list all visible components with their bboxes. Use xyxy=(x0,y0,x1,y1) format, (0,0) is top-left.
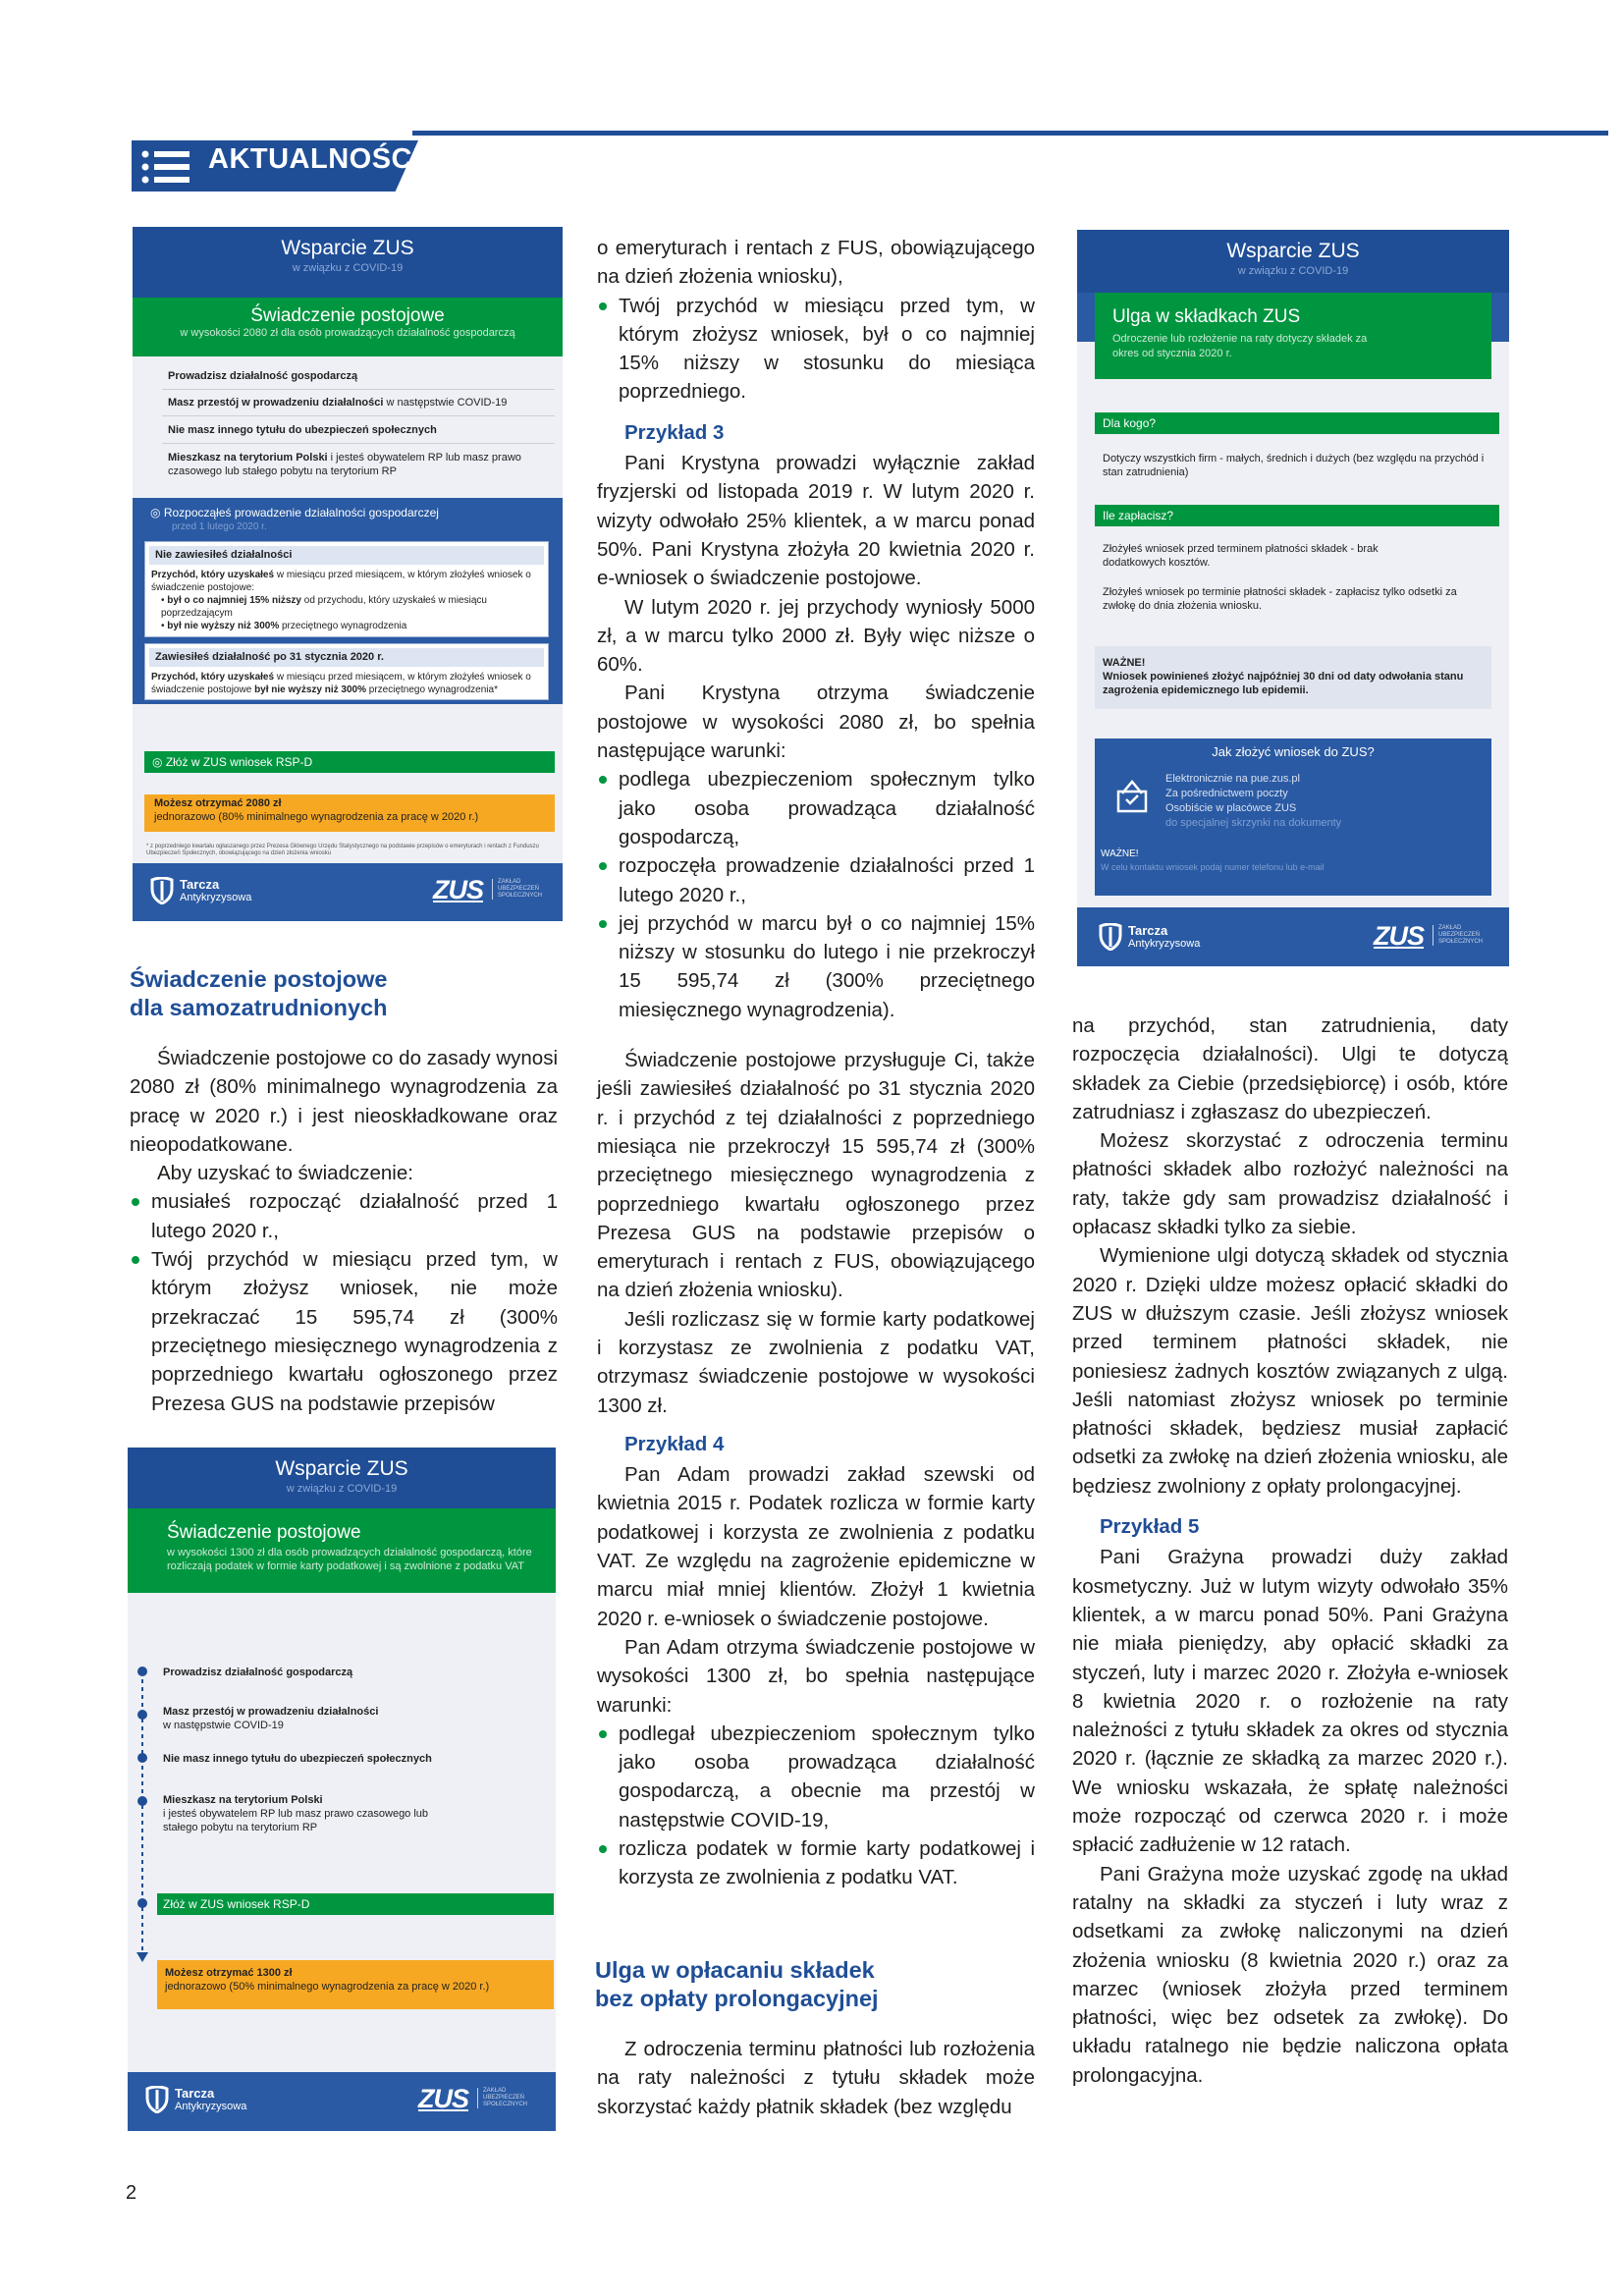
timeline-line xyxy=(128,1448,157,1978)
bullet-item: rozlicza podatek w formie karty podatkowej i korzysta ze zwolnienia z podatku VAT. xyxy=(597,1834,1035,1892)
card-subtitle: w związku z COVID-19 xyxy=(292,262,404,274)
bullet-item: podlegał ubezpieczeniom społecznym tylko jako osoba prowadząca działalność gospodarczą, a obecnie ma przestój w następstwie COVID-19, xyxy=(597,1720,1035,1834)
criterion-4: Mieszkasz na terytorium Polski i jesteś obywatelem RP lub masz prawo czasowego lub stałego pobytu na terytorium RP xyxy=(168,452,521,477)
criterion-2: Masz przestój w prowadzeniu działalności w następstwie COVID-19 xyxy=(168,397,508,409)
column-2-text-bottom xyxy=(597,2035,1035,2121)
criterion-4: Mieszkasz na terytorium Polski i jesteś obywatelem RP lub masz prawo czasowego lub stałego pobytu na terytorium RP xyxy=(163,1794,429,1833)
tarcza-logo: Tarcza Antykryzysowa xyxy=(180,877,252,903)
no-suspension-box xyxy=(144,541,549,637)
receive-amount-bar: Możesz otrzymać 1300 zł jednorazowo (50% minimalnego wynagrodzenia za pracę w 2020 r.) xyxy=(157,1960,554,2009)
box-heading: Zawiesiłeś działalność po 31 stycznia 2020 r. xyxy=(149,648,544,667)
document-form-icon xyxy=(1116,778,1148,813)
page-number: 2 xyxy=(126,2182,137,2204)
zus-logo: ZUS xyxy=(418,2084,468,2113)
band-subtitle: Odroczenie lub rozłożenie na raty dotyczy składek za okres od stycznia 2020 r. xyxy=(1112,333,1368,359)
criterion-1: Prowadzisz działalność gospodarczą xyxy=(163,1667,353,1678)
zus-logo-subtitle: ZAKŁAD UBEZPIECZEŃ SPOŁECZNYCH xyxy=(1433,925,1488,946)
paragraph: Świadczenie postojowe przysługuje Ci, także jeśli zawiesiłeś działalność po 31 stycznia 2020 r. i przychód z tej działalności z poprzedniego miesiąca nie przekroczył 15 595,74 zł (300% przeciętnego miesięcznego wynagrodzenia z poprzedniego kwartału ogłoszonego przez Prezesa GUS na podstawie przepisów o emeryturach i rentach z FUS, obowiązującego na dzień złożenia wniosku). xyxy=(597,1049,1035,1302)
card-footer xyxy=(1077,907,1509,966)
bullet-item: jej przychód w marcu był o co najmniej 15% niższy w stosunku do lutego i nie przekroczył 15 595,74 zł (300% przeciętnego miesięcznego wynagrodzenia). xyxy=(597,909,1035,1024)
divider xyxy=(162,443,555,444)
pay-text-1: Złożyłeś wniosek przed terminem płatności składek - brak dodatkowych kosztów. xyxy=(1103,543,1379,569)
column-1-text xyxy=(130,1044,558,1418)
section-title-postojowe: Świadczenie postojowe dla samozatrudnionych xyxy=(130,966,388,1020)
example-heading: Przykład 4 xyxy=(624,1432,725,1455)
card-title: Wsparcie ZUS xyxy=(281,237,414,259)
important-box: WAŻNE! Wniosek powinieneś złożyć najpóźniej 30 dni od daty odwołania stanu zagrożenia epidemicznego lub epidemii. xyxy=(1095,646,1491,709)
start-condition-sub: przed 1 lutego 2020 r. xyxy=(172,521,267,532)
paragraph: Wymienione ulgi dotyczą składek od stycznia 2020 r. Dzięki uldze możesz opłacić składki do ZUS w dłuższym czasie. Jeśli złożysz wniosek przed terminem płatności składek, nie poniesiesz żadnych kosztów związanych z ulgą. Jeśli natomiast złożysz wniosek po terminie płatności składek, będziesz musiał zapłacić odsetki za zwłokę na dzień złożenia wniosku, ale będziesz zwolniony z opłaty prolongacyjnej. xyxy=(1072,1244,1508,1498)
who-text: Dotyczy wszystkich firm - małych, średnich i dużych (bez względu na przychód i stan zatrudnienia) xyxy=(1103,453,1485,478)
tarcza-logo: Tarcza Antykryzysowa xyxy=(175,2086,247,2112)
bullet-item: podlega ubezpieczeniom społecznym tylko jako osoba prowadząca działalność gospodarczą, xyxy=(597,765,1035,851)
example-heading: Przykład 5 xyxy=(1100,1515,1200,1539)
card-green-band xyxy=(133,298,563,356)
card-header xyxy=(133,227,563,298)
paragraph: Jeśli rozliczasz się w formie karty podatkowej i korzystasz ze zwolnienia z podatku VAT, otrzymasz świadczenie postojowe w wysokości 1300 zł. xyxy=(597,1307,1035,1417)
suspension-box xyxy=(144,643,549,700)
criterion-3: Nie masz innego tytułu do ubezpieczeń społecznych xyxy=(168,424,437,436)
paragraph: Pan Adam prowadzi zakład szewski od kwietnia 2015 r. Podatek rozlicza w formie karty podatkowej i korzysta ze zwolnienia z podatku VAT. Ze względu na zagrożenie epidemiczne w marcu miał mniej klientów. Złożył 1 kwietnia 2020 r. e-wniosek o świadczenie postojowe. xyxy=(597,1463,1035,1630)
paragraph: Aby uzyskać to świadczenie: xyxy=(157,1162,413,1185)
criterion-1: Prowadzisz działalność gospodarczą xyxy=(168,370,358,382)
infographic-card-ulga-skladki xyxy=(1077,230,1509,966)
shield-icon xyxy=(150,877,174,904)
zus-logo: ZUS xyxy=(1374,921,1424,951)
band-subtitle: w wysokości 2080 zł dla osób prowadzących działalność gospodarczą xyxy=(180,327,515,339)
pay-text-2: Złożyłeś wniosek po terminie płatności składek - zapłacisz tylko odsetki za zwłokę do dnia złożenia wniosku. xyxy=(1103,586,1457,612)
start-condition-area xyxy=(133,498,563,704)
card-title: Wsparcie ZUS xyxy=(275,1457,408,1480)
band-title: Ulga w składkach ZUS xyxy=(1112,306,1301,327)
important-2-label: WAŻNE! xyxy=(1101,848,1139,859)
header-rule xyxy=(412,131,1608,136)
section-title-ulga: Ulga w opłacaniu składek bez opłaty prolongacyjnej xyxy=(595,1957,879,2011)
box-text: Przychód, który uzyskałeś w miesiącu przed miesiącem, w którym złożyłeś wniosek o świadczenie postojowe: xyxy=(151,570,531,593)
bullet-item: Twój przychód w miesiącu przed tym, w którym złożysz wniosek, nie może przekraczać 15 595,74 zł (300% przeciętnego miesięcznego wynagrodzenia z poprzedniego kwartału ogłoszonego przez Prezesa GUS na podstawie przepisów xyxy=(130,1245,558,1418)
criterion-2: Masz przestój w prowadzeniu działalności w następstwie COVID-19 xyxy=(163,1706,379,1731)
shield-icon xyxy=(1099,923,1122,951)
paragraph: Pani Krystyna otrzyma świadczenie postojowe w wysokości 2080 zł, bo spełnia następujące warunki: xyxy=(597,682,1035,763)
box-text: Przychód, który uzyskałeś w miesiącu przed miesiącem, w którym złożyłeś wniosek o świadczenie postojowe był nie wyższy niż 300% przeciętnego wynagrodzenia* xyxy=(151,672,531,695)
card-footnote: * z poprzedniego kwartału ogłaszanego przez Prezesa Głównego Urzędu Statystycznego na podstawie przepisów o emeryturach i rentach z Funduszu Ubezpieczeń Społecznych, obowiązującego na dzień złożenia wniosku xyxy=(146,844,539,856)
receive-amount-bar: Możesz otrzymać 2080 zł jednorazowo (80% minimalnego wynagrodzenia za pracę w 2020 r.) xyxy=(144,794,555,832)
card-header xyxy=(1077,230,1509,293)
divider xyxy=(162,415,555,416)
submit-rsp-d-bar: ◎ Złóż w ZUS wniosek RSP-D xyxy=(144,751,555,773)
divider xyxy=(162,389,555,390)
how-options: Elektronicznie na pue.zus.pl Za pośrednictwem poczty Osobiście w placówce ZUS do specjalnej skrzynki na dokumenty xyxy=(1165,773,1342,829)
paragraph: W lutym 2020 r. jej przychody wyniosły 5000 zł, a w marcu tylko 2000 zł. Były więc niższe o 60%. xyxy=(597,595,1035,677)
card-footer xyxy=(133,863,563,921)
zus-logo-subtitle: ZAKŁAD UBEZPIECZEŃ SPOŁECZNYCH xyxy=(477,2088,532,2108)
start-condition-label: ◎ Rozpocząłeś prowadzenie działalności gospodarczej xyxy=(150,506,439,519)
zus-logo: ZUS xyxy=(433,875,483,904)
column-2-text xyxy=(597,234,1035,1892)
paragraph: Pani Krystyna prowadzi wyłącznie zakład fryzjerski od listopada 2019 r. W lutym 2020 r. wizyty odwołało 25% klientek, a w marcu ponad 50%. Pani Krystyna złożyła 20 kwietnia 2020 r. e-wniosek o świadczenie postojowe. xyxy=(597,452,1035,590)
box-bullet: • był nie wyższy niż 300% przeciętnego wynagrodzenia xyxy=(161,621,407,631)
bullet-item: rozpoczęła prowadzenie działalności przed 1 lutego 2020 r., xyxy=(597,851,1035,909)
column-3-text xyxy=(1072,1011,1508,2090)
card-header xyxy=(128,1448,556,1508)
paragraph: Z odroczenia terminu płatności lub rozłożenia na raty należności z tytułu składek może skorzystać każdy płatnik składek (bez względu xyxy=(597,2038,1035,2118)
band-title: Świadczenie postojowe xyxy=(250,305,445,326)
paragraph: o emeryturach i rentach z FUS, obowiązującego na dzień złożenia wniosku), xyxy=(597,237,1035,289)
how-heading: Jak złożyć wniosek do ZUS? xyxy=(1212,744,1375,759)
card-green-band xyxy=(1095,293,1491,379)
card-subtitle: w związku z COVID-19 xyxy=(1237,265,1349,277)
infographic-card-postojowe-1300 xyxy=(128,1448,556,2131)
shield-icon xyxy=(145,2086,169,2113)
box-heading: Nie zawiesiłeś działalności xyxy=(149,546,544,565)
criterion-3: Nie masz innego tytułu do ubezpieczeń społecznych xyxy=(163,1753,432,1765)
how-to-submit-area xyxy=(1095,738,1491,896)
section-header-title: AKTUALNOŚCI xyxy=(208,143,421,175)
paragraph: Pani Grażyna prowadzi duży zakład kosmetyczny. Już w lutym wizyty odwołało 35% klientek, a w marcu ponad 50%. Pani Grażyna nie miała pieniędzy, aby opłacić składki za styczeń, luty i marzec 2020 r. Złożyła e-wniosek 8 kwietnia 2020 r. o rozłożenie na raty należności z tytułu składek za okres od stycznia 2020 r. (łącznie ze składką za marzec 2020 r.). We wniosku wskazała, że spłatę należności może rozpocząć od czerwca 2020 r. i może spłacić zadłużenie w 12 ratach. xyxy=(1072,1546,1508,1857)
card-subtitle: w związku z COVID-19 xyxy=(286,1483,398,1495)
pay-label-bar: Ile zapłacisz? xyxy=(1095,505,1499,526)
tarcza-logo: Tarcza Antykryzysowa xyxy=(1128,923,1201,950)
paragraph: Pan Adam otrzyma świadczenie postojowe w wysokości 1300 zł, bo spełnia następujące warunki: xyxy=(597,1635,1035,1717)
paragraph: Pani Grażyna może uzyskać zgodę na układ ratalny na składki za styczeń i luty wraz z odsetkami za zwłokę naliczonymi na dzień złożenia wniosku (8 kwietnia 2020 r.) oraz za marzec (wniosek złożyła przed terminem płatności, więc bez odsetek za zwłokę). Do układu ratalnego nie będzie naliczona opłata prolongacyjna. xyxy=(1072,1862,1508,2087)
box-bullet: • był o co najmniej 15% niższy od przychodu, który uzyskałeś w miesiącu poprzedzającym xyxy=(161,595,487,619)
zus-logo-subtitle: ZAKŁAD UBEZPIECZEŃ SPOŁECZNYCH xyxy=(492,879,547,900)
who-label-bar: Dla kogo? xyxy=(1095,412,1499,434)
list-icon xyxy=(140,149,191,185)
important-2-text: W celu kontaktu wniosek podaj numer telefonu lub e-mail xyxy=(1101,862,1325,872)
band-title: Świadczenie postojowe xyxy=(167,1522,361,1543)
bullet-item: Twój przychód w miesiącu przed tym, w którym złożysz wniosek, był o co najmniej 15% niższy w stosunku do miesiąca poprzedniego. xyxy=(597,292,1035,407)
paragraph: Możesz skorzystać z odroczenia terminu płatności składek albo rozłożyć należności na raty, także gdy sam prowadzisz działalność i opłacasz składki tylko za siebie. xyxy=(1072,1129,1508,1239)
infographic-card-postojowe-2080 xyxy=(133,227,563,921)
card-title: Wsparcie ZUS xyxy=(1226,240,1360,262)
card-footer xyxy=(128,2072,556,2131)
example-heading: Przykład 3 xyxy=(624,420,725,444)
submit-rsp-d-bar: Złóż w ZUS wniosek RSP-D xyxy=(157,1893,554,1915)
paragraph: na przychód, stan zatrudnienia, daty rozpoczęcia działalności). Ulgi te dotyczą składek za Ciebie (przedsiębiorcę) i osób, które zatrudniasz i zgłaszasz do ubezpieczeń. xyxy=(1072,1014,1508,1123)
card-green-band xyxy=(128,1508,556,1593)
band-subtitle: w wysokości 1300 zł dla osób prowadzących działalność gospodarczą, które rozliczają podatek w formie karty podatkowej i są zwolnione z podatku VAT xyxy=(167,1547,532,1572)
paragraph: Świadczenie postojowe co do zasady wynosi 2080 zł (80% minimalnego wynagrodzenia za pracę w 2020 r.) i jest nieoskładkowane oraz nieopodatkowane. xyxy=(130,1047,558,1156)
bullet-item: musiałeś rozpocząć działalność przed 1 lutego 2020 r., xyxy=(130,1187,558,1245)
